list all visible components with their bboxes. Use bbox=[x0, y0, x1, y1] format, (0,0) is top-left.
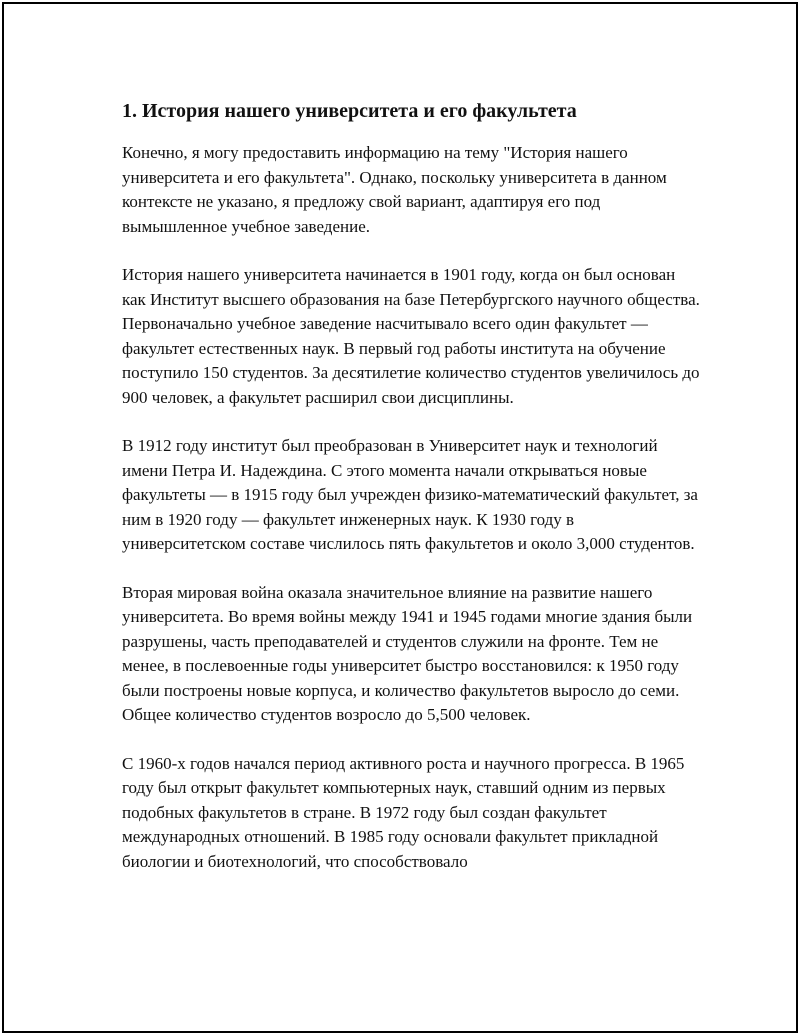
paragraph-intro: Конечно, я могу предоставить информацию на тему "История нашего университета и его факультета". Однако, поскольку университета в данном контексте не указано, я предложу свой вариант, адаптируя его под вымышленное учебное заведение. bbox=[122, 143, 667, 236]
paragraph-war-period: Вторая мировая война оказала значительное влияние на развитие нашего университета. Во время войны между 1941 и 1945 годами многие здания были разрушены, часть преподавателей и студентов служили на фронте. Тем не менее, в послевоенные годы университет быстро восстановился: к 1950 году были построены новые корпуса, и количество факультетов выросло до семи. Общее количество студентов возросло до 5,500 человек. bbox=[122, 582, 693, 724]
page-frame bbox=[2, 2, 798, 1033]
paragraph-growth: С 1960-х годов начался период активного роста и научного прогресса. В 1965 году был открыт факультет компьютерных наук, ставший одним из первых подобных факультетов в стране. В 1972 году был создан факультет международных отношений. В 1985 году основали факультет прикладной биологии и биотехнологий, что способствовало bbox=[122, 753, 685, 871]
paragraph-founding: История нашего университета начинается в 1901 году, когда он был основан как Институт высшего образования на базе Петербургского научного общества. Первоначально учебное заведение насчитывало всего один факультет — факультет естественных наук. В первый год работы института на обучение поступило 150 студентов. За десятилетие количество студентов увеличилось до 900 человек, а факультет расширил свои дисциплины. bbox=[122, 265, 700, 407]
paragraph-transformation: В 1912 году институт был преобразован в Университет наук и технологий имени Петра И. Надеждина. С этого момента начали открываться новые факультеты — в 1915 году был учрежден физико-математический факультет, за ним в 1920 году — факультет инженерных наук. К 1930 году в университетском составе числилось пять факультетов и около 3,000 студентов. bbox=[122, 436, 698, 553]
document-title: 1. История нашего университета и его факультета bbox=[122, 100, 577, 122]
document-body bbox=[122, 99, 702, 898]
